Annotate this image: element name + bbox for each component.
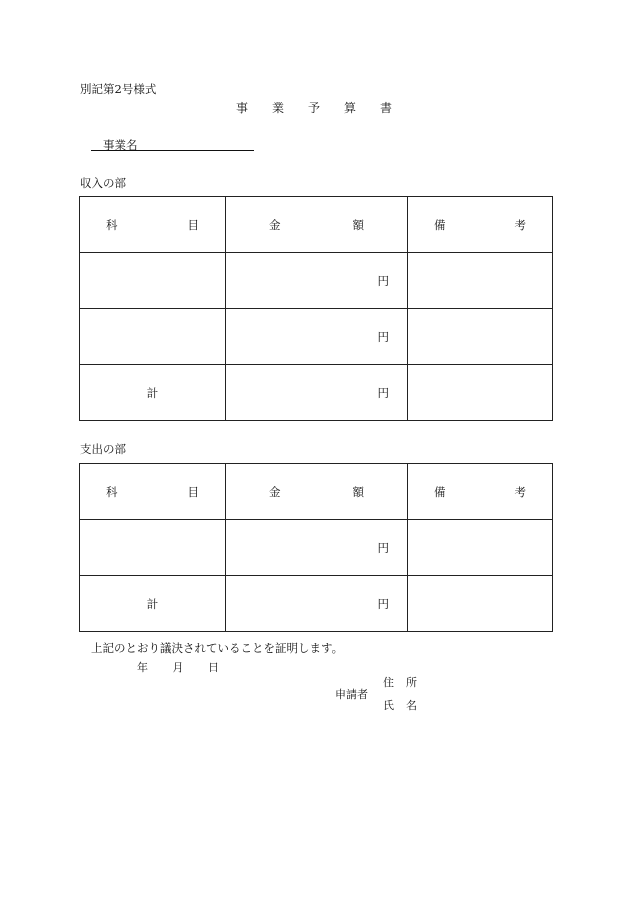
header-subject: 科 目	[80, 197, 226, 253]
applicant-label: 申請者	[335, 688, 368, 701]
title-char: 事	[236, 101, 249, 115]
remarks-cell[interactable]	[408, 520, 553, 576]
header-amount: 金 額	[226, 464, 408, 520]
total-amount-cell[interactable]: 円	[226, 576, 408, 632]
header-remarks: 備 考	[408, 464, 553, 520]
title-char: 業	[271, 101, 284, 115]
remarks-cell[interactable]	[408, 253, 553, 309]
income-table	[79, 196, 553, 421]
document-title	[236, 99, 392, 116]
remarks-cell[interactable]	[408, 576, 553, 632]
name-label: 氏 名	[383, 699, 417, 712]
address-label: 住 所	[383, 676, 417, 689]
expense-table	[79, 463, 553, 632]
header-remarks: 備 考	[408, 197, 553, 253]
date-line[interactable]	[137, 659, 219, 675]
table-row	[80, 253, 553, 309]
header-amount: 金 額	[226, 197, 408, 253]
title-char: 書	[379, 101, 392, 115]
subject-cell[interactable]	[80, 520, 226, 576]
amount-cell[interactable]: 円	[226, 253, 408, 309]
amount-cell[interactable]: 円	[226, 309, 408, 365]
total-label-cell: 計	[80, 576, 226, 632]
total-amount-cell[interactable]: 円	[226, 365, 408, 421]
remarks-cell[interactable]	[408, 309, 553, 365]
table-header-row	[80, 464, 553, 520]
total-row	[80, 365, 553, 421]
month-label: 月	[172, 661, 184, 674]
amount-cell[interactable]: 円	[226, 520, 408, 576]
expense-section-heading: 支出の部	[80, 442, 126, 456]
total-row	[80, 576, 553, 632]
certification-sentence: 上記のとおり議決されていることを証明します。	[91, 641, 344, 655]
subject-cell[interactable]	[80, 253, 226, 309]
table-header-row	[80, 197, 553, 253]
title-char: 算	[343, 101, 356, 115]
header-subject: 科 目	[80, 464, 226, 520]
subject-cell[interactable]	[80, 309, 226, 365]
day-label: 日	[208, 661, 219, 674]
table-row	[80, 309, 553, 365]
total-label-cell: 計	[80, 365, 226, 421]
title-char: 予	[307, 101, 320, 115]
project-name-underline[interactable]	[91, 150, 254, 151]
form-number: 別記第2号様式	[80, 82, 157, 96]
remarks-cell[interactable]	[408, 365, 553, 421]
project-name-label: 事業名	[103, 138, 138, 152]
table-row	[80, 520, 553, 576]
income-section-heading: 収入の部	[80, 176, 126, 190]
year-label: 年	[137, 661, 148, 674]
